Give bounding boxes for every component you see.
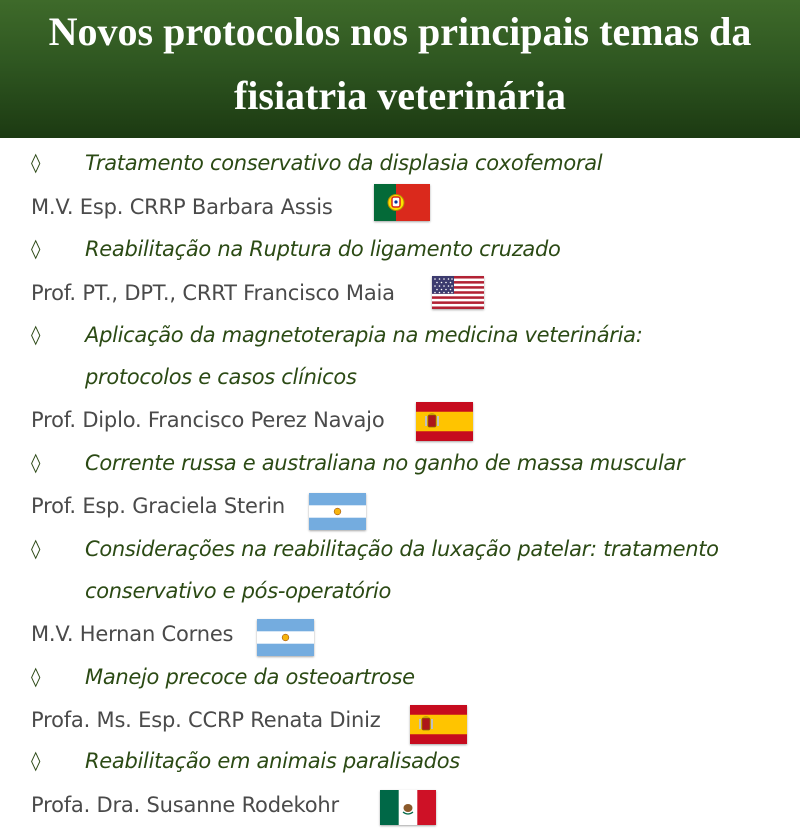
speaker-name: M.V. Esp. CRRP Barbara Assis [31, 195, 333, 219]
topic-title: Reabilitação em animais paralisados [85, 749, 460, 773]
topic-title-continued: conservativo e pós-operatório [85, 579, 392, 603]
topic-title: Considerações na reabilitação da luxação patelar: tratamento [85, 537, 719, 561]
flag-usa-icon [432, 276, 484, 309]
flag-argentina-icon [309, 493, 366, 530]
bullet-icon: ◊ [31, 452, 41, 474]
flag-mexico-icon [380, 790, 436, 825]
speaker-name: Profa. Ms. Esp. CCRP Renata Diniz [31, 708, 381, 732]
bullet-icon: ◊ [31, 238, 41, 260]
speaker-name: Prof. PT., DPT., CRRT Francisco Maia [31, 281, 395, 305]
flag-spain-icon [416, 402, 473, 441]
flag-spain-icon [410, 705, 467, 744]
title-banner [0, 0, 800, 138]
page-title-line-1: Novos protocolos nos principais temas da [48, 9, 752, 54]
bullet-icon: ◊ [31, 750, 41, 772]
speaker-name: M.V. Hernan Cornes [31, 622, 234, 646]
topic-title: Corrente russa e australiana no ganho de massa muscular [85, 451, 685, 475]
topic-title: Aplicação da magnetoterapia na medicina veterinária: [85, 323, 643, 347]
speaker-name: Profa. Dra. Susanne Rodekohr [31, 793, 339, 817]
bullet-icon: ◊ [31, 152, 41, 174]
topic-title: Reabilitação na Ruptura do ligamento cruzado [85, 237, 561, 261]
topic-title-continued: protocolos e casos clínicos [85, 365, 357, 389]
flag-portugal-icon [374, 184, 430, 221]
bullet-icon: ◊ [31, 324, 41, 346]
topic-title: Manejo precoce da osteoartrose [85, 665, 415, 689]
bullet-icon: ◊ [31, 538, 41, 560]
speaker-name: Prof. Esp. Graciela Sterin [31, 494, 285, 518]
flag-argentina-icon [257, 619, 314, 656]
topic-title: Tratamento conservativo da displasia coxofemoral [85, 151, 603, 175]
speaker-name: Prof. Diplo. Francisco Perez Navajo [31, 408, 385, 432]
bullet-icon: ◊ [31, 666, 41, 688]
page-title-line-2: fisiatria veterinária [233, 73, 567, 118]
